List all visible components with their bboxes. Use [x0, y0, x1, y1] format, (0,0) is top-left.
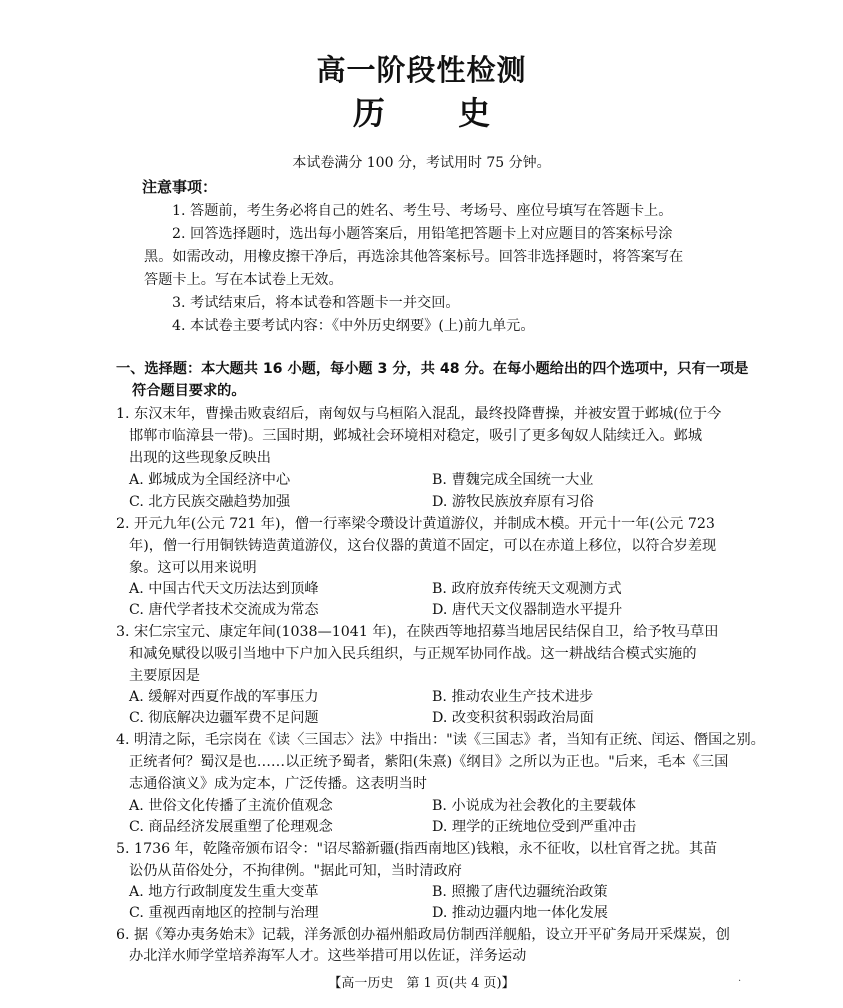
- question-5-option-a: A. 地方行政制度发生重大变革: [129, 884, 319, 900]
- question-3-option-a: A. 缓解对西夏作战的军事压力: [129, 689, 319, 705]
- question-1-stem: 出现的这些现象反映出: [129, 450, 271, 466]
- section-heading: 一、选择题：本大题共 16 小题，每小题 3 分，共 48 分。在每小题给出的四个选项中，只有一项是: [116, 361, 749, 377]
- page-title: 高一阶段性检测: [316, 53, 527, 87]
- notice-line: 4. 本试卷主要考试内容：《中外历史纲要》(上)前九单元。: [172, 318, 535, 334]
- question-4-option-a: A. 世俗文化传播了主流价值观念: [129, 798, 333, 814]
- question-1-stem: 1. 东汉末年，曹操击败袁绍后，南匈奴与乌桓陷入混乱，最终投降曹操，并被安置于邺城(位于今: [116, 406, 722, 422]
- question-1-option-c: C. 北方民族交融趋势加强: [129, 494, 291, 510]
- question-5-stem: 讼仍从苗俗处分，不拘律例。"据此可知，当时清政府: [129, 863, 462, 879]
- question-5-option-c: C. 重视西南地区的控制与治理: [129, 905, 319, 921]
- question-2-stem: 2. 开元九年(公元 721 年)，僧一行率梁令瓒设计黄道游仪，并制成木模。开元十一年(公元 723: [116, 516, 715, 532]
- question-1-stem: 邯郸市临漳县一带)。三国时期，邺城社会环境相对稳定，吸引了更多匈奴人陆续迁入。邺城: [129, 428, 703, 444]
- question-5-option-b: B. 照搬了唐代边疆统治政策: [432, 884, 608, 900]
- subject-title: 历 史: [352, 94, 491, 132]
- notice-line: 黑。如需改动，用橡皮擦干净后，再选涂其他答案标号。回答非选择题时，将答案写在: [144, 249, 684, 265]
- question-4-option-c: C. 商品经济发展重塑了伦理观念: [129, 819, 333, 835]
- notice-line: 2. 回答选择题时，选出每小题答案后，用铅笔把答题卡上对应题目的答案标号涂: [172, 226, 673, 242]
- question-3-stem: 主要原因是: [129, 668, 200, 684]
- question-3-option-d: D. 改变积贫积弱政治局面: [432, 710, 594, 726]
- notice-line: 3. 考试结束后，将本试卷和答题卡一并交回。: [172, 295, 460, 311]
- question-5-option-d: D. 推动边疆内地一体化发展: [432, 905, 608, 921]
- notice-line: 1. 答题前，考生务必将自己的姓名、考生号、考场号、座位号填写在答题卡上。: [172, 203, 673, 219]
- section-heading-cont: 符合题目要求的。: [132, 383, 246, 399]
- notice-heading: 注意事项：: [142, 178, 218, 196]
- corner-mark: ·: [738, 976, 742, 987]
- question-3-option-c: C. 彻底解决边疆军费不足问题: [129, 710, 319, 726]
- page-footer: 【高一历史 第 1 页(共 4 页)】: [328, 976, 515, 991]
- question-4-stem: 志通俗演义》成为定本，广泛传播。这表明当时: [129, 776, 427, 792]
- question-2-stem: 象。这可以用来说明: [129, 560, 257, 576]
- question-4-option-b: B. 小说成为社会教化的主要载体: [432, 798, 636, 814]
- question-2-option-c: C. 唐代学者技术交流成为常态: [129, 602, 319, 618]
- question-3-stem: 和减免赋役以吸引当地中下户加入民兵组织，与正规军协同作战。这一耕战结合模式实施的: [129, 646, 697, 662]
- question-4-stem: 4. 明清之际，毛宗岗在《读〈三国志〉法》中指出："读《三国志》者，当知有正统、闰运、僭国之别。: [116, 732, 765, 748]
- question-6-stem: 6. 据《筹办夷务始末》记载，洋务派创办福州船政局仿制西洋舰船，设立开平矿务局开采煤炭，创: [116, 927, 730, 943]
- question-1-option-d: D. 游牧民族放弃原有习俗: [432, 494, 594, 510]
- question-2-option-d: D. 唐代天文仪器制造水平提升: [432, 602, 623, 618]
- question-3-stem: 3. 宋仁宗宝元、康定年间(1038—1041 年)，在陕西等地招募当地居民结保自卫，给予牧马草田: [116, 624, 719, 640]
- question-2-option-b: B. 政府放弃传统天文观测方式: [432, 581, 622, 597]
- question-1-option-a: A. 邺城成为全国经济中心: [129, 472, 291, 488]
- question-5-stem: 5. 1736 年，乾隆帝颁布诏令："诏尽豁新疆(指西南地区)钱粮，永不征收，以杜官胥之扰。其苗: [116, 841, 718, 857]
- question-1-option-b: B. 曹魏完成全国统一大业: [432, 472, 594, 488]
- question-6-stem: 办北洋水师学堂培养海军人才。这些举措可用以佐证，洋务运动: [129, 948, 527, 964]
- notice-line: 答题卡上。写在本试卷上无效。: [144, 272, 343, 288]
- question-4-stem: 正统者何？蜀汉是也……以正统予蜀者，紫阳(朱熹)《纲目》之所以为正也。"后来，毛本《三国: [129, 754, 729, 770]
- question-2-stem: 年)，僧一行用铜铁铸造黄道游仪，这台仪器的黄道不固定，可以在赤道上移位，以符合岁差现: [129, 538, 717, 554]
- exam-info: 本试卷满分 100 分，考试用时 75 分钟。: [292, 155, 551, 171]
- question-4-option-d: D. 理学的正统地位受到严重冲击: [432, 819, 637, 835]
- question-2-option-a: A. 中国古代天文历法达到顶峰: [129, 581, 319, 597]
- question-3-option-b: B. 推动农业生产技术进步: [432, 689, 594, 705]
